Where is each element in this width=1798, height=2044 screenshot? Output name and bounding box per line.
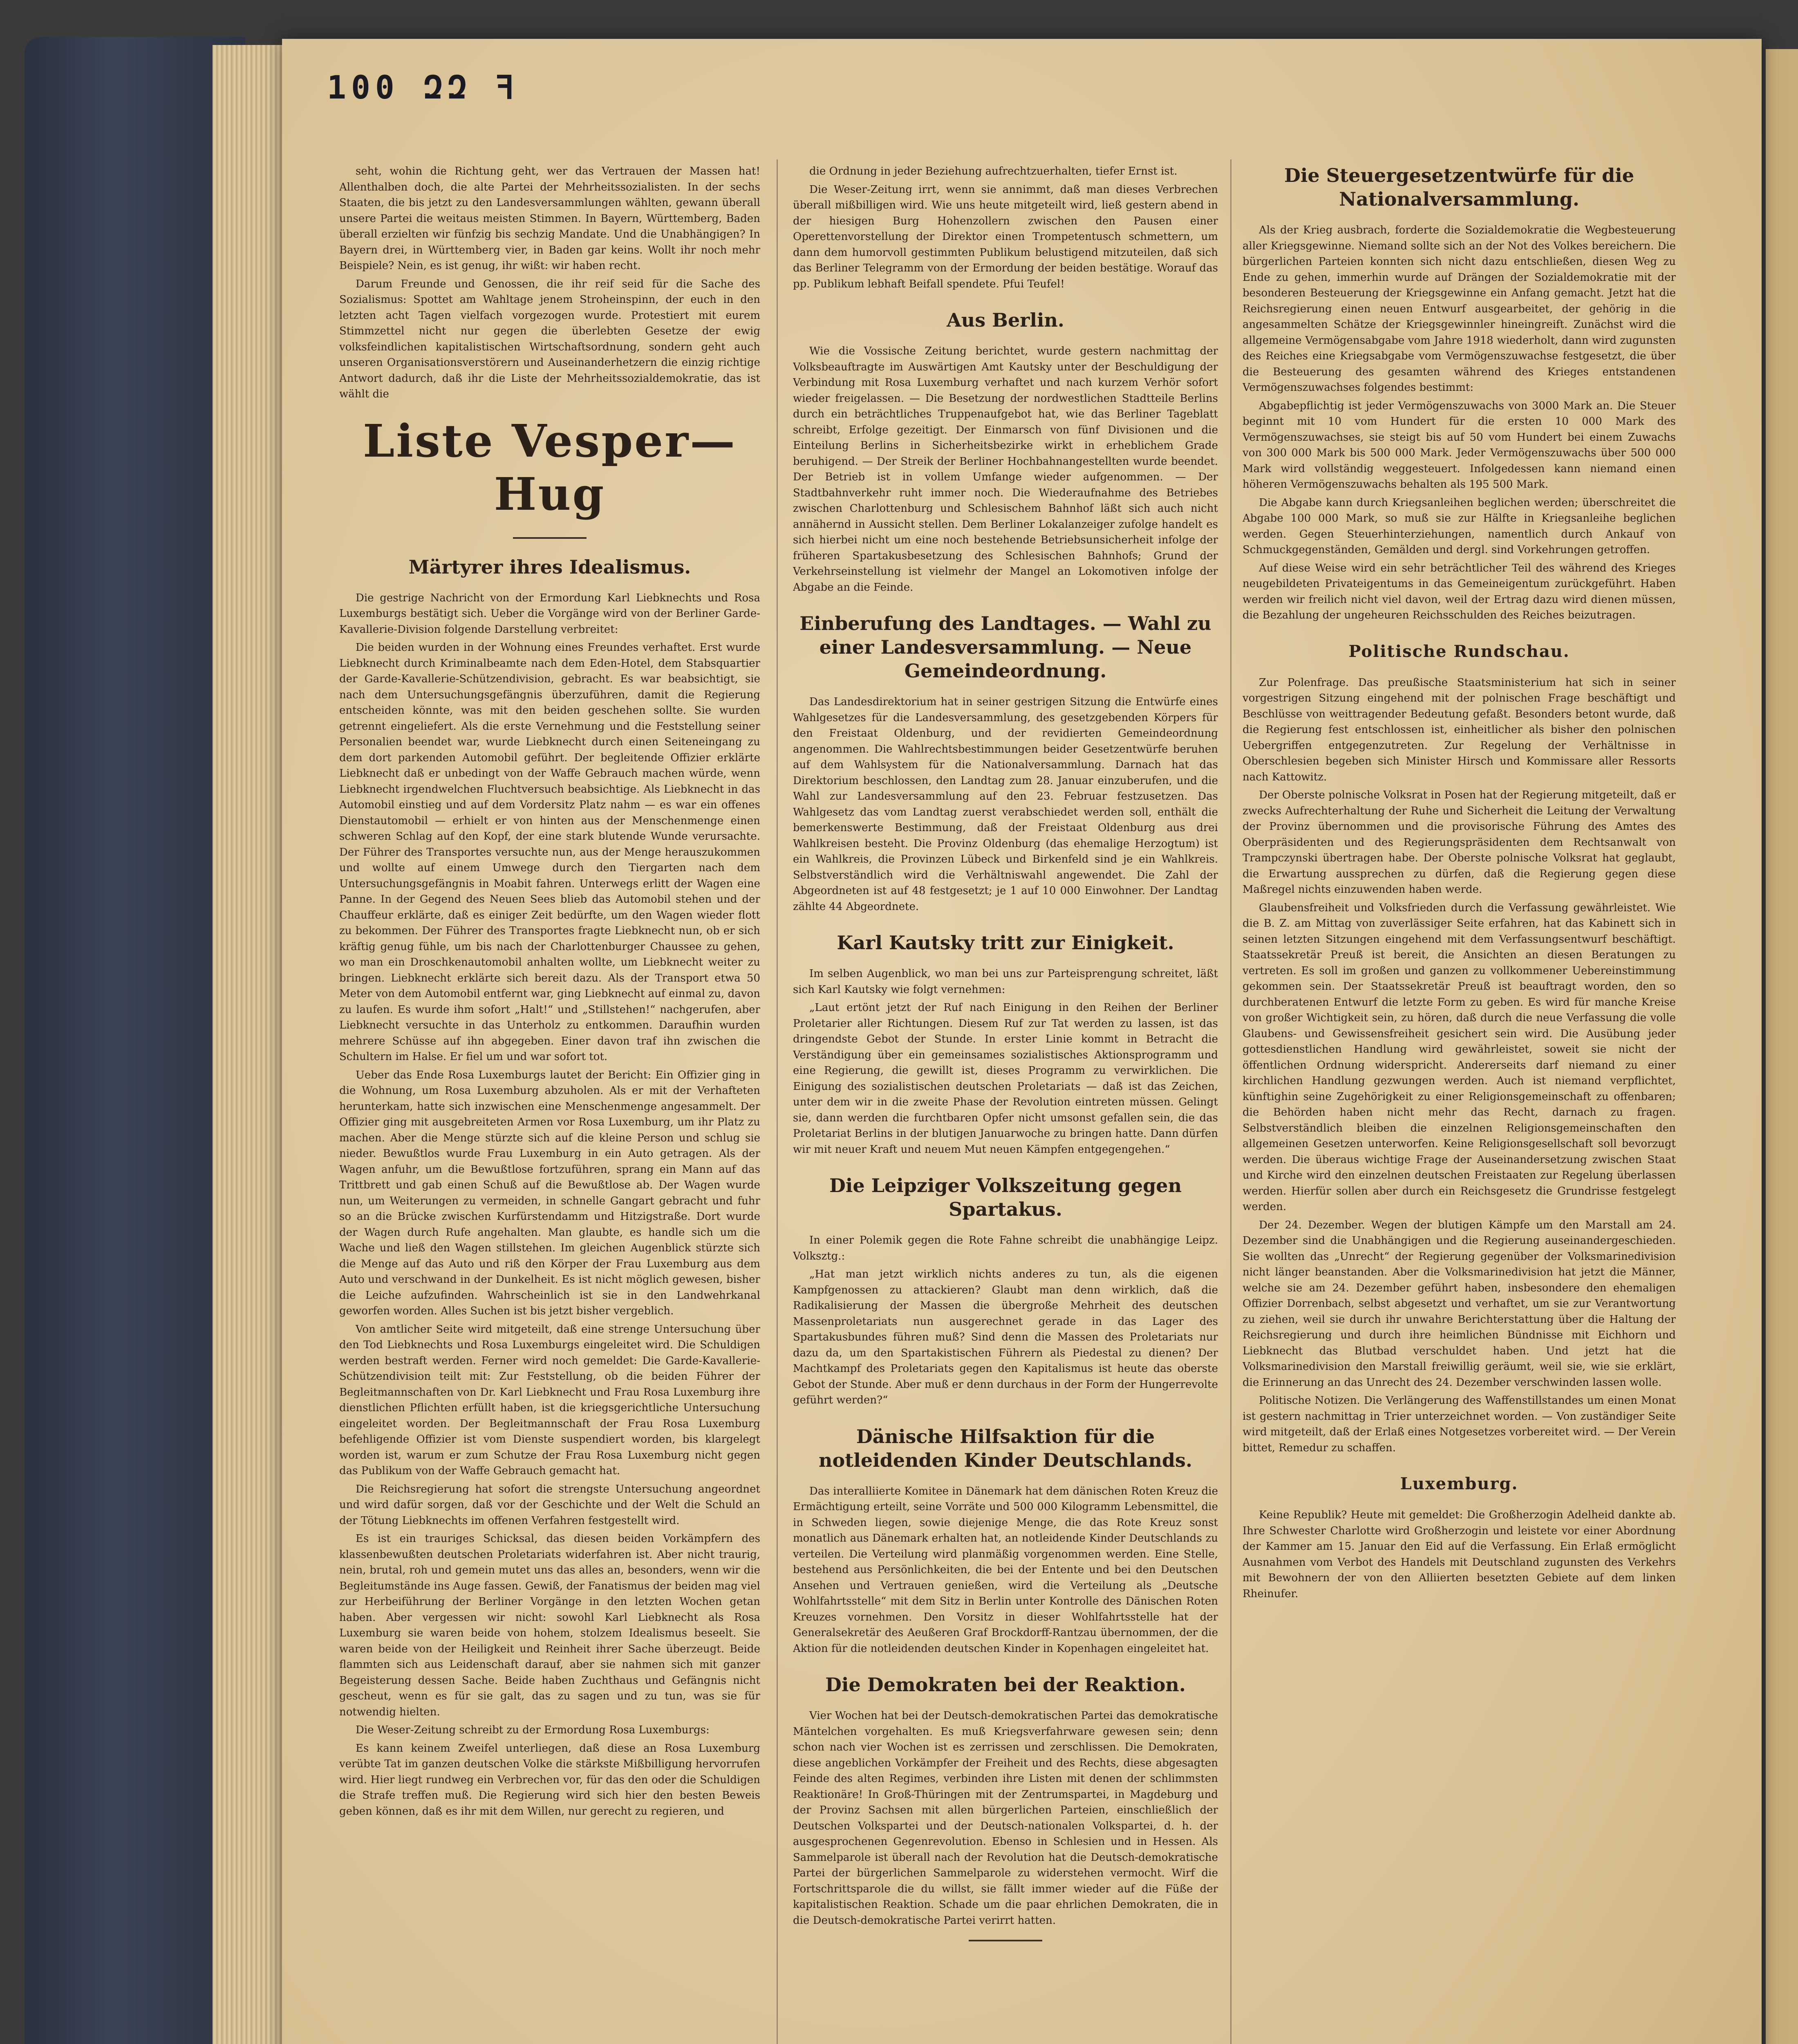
headline-steuer: Die Steuergesetzentwürfe für die Nationalversammlung. [1284,164,1634,210]
column-3 [1243,164,1676,2044]
column-rule-1 [777,159,778,2044]
top-paragraph-1: die Ordnung in jeder Beziehung aufrechtzuerhalten, tiefer Ernst ist. [809,165,1178,177]
headline-politische-rundschau: Politische Rundschau. [1348,641,1570,661]
politische-paragraph-2: Der Oberste polnische Volksrat in Posen hat der Regierung mitgeteilt, daß er zwecks Aufrechterhaltung der Ruhe und Sicherheit die Leitung der Verwaltung der Provinz übernommen und die provisorische Führung des Amtes des Oberpräsidenten und des Regierungspräsidenten dem Rechtsanwalt von Trampczynski übertragen habe. Der Oberste polnische Volksrat hat geglaubt, die Erwartung aussprechen zu dürfen, daß die Regierung gegen diese Maßregel nichts einzuwenden haben werde. [1243,789,1676,896]
steuer-paragraph-3: Die Abgabe kann durch Kriegsanleihen beglichen werden; überschreitet die Abgabe 100 000 Mark, so muß sie zur Hälfte in Kriegsanleihe beglichen werden. Gegen Steuerhinterziehungen, namentlich durch Ankauf von Schmuckgegenständen, Gemälden und dergl. sind Vorkehrungen getroffen. [1243,496,1676,556]
headline-luxemburg: Luxemburg. [1400,1474,1518,1493]
politische-paragraph-3: Glaubensfreiheit und Volksfrieden durch die Verfassung gewährleistet. Wie die B. Z. am Mittag von zuverlässiger Seite erfahren, hat das Kabinett sich in seinen letzten Sitzungen eingehend mit dem Verfassungsentwurf beschäftigt. Staatssekretär Preuß ist bereit, die Ansichten an diesen Beratungen zu vertreten. Es soll im großen und ganzen zu vollkommener Uebereinstimmung gekommen sein. Der Staatssekretär Preuß ist beauftragt worden, den so durchberatenen Entwurf die letzte Form zu geben. Es wird für manche Kreise von großer Wichtigkeit sein, zu hören, daß durch die neue Verfassung die volle Glaubens- und Gewissensfreiheit gesichert sein wird. Die Ausübung jeder gottesdienstlichen Handlung wird gewährleistet, soweit sie nicht der öffentlichen Ordnung widerspricht. Andererseits darf niemand zu einer kirchlichen Handlung gezwungen werden. Auch ist niemand verpflichtet, künftighin seine Zugehörigkeit zu einer Religionsgemeinschaft zu offenbaren; die Behörden haben nicht mehr das Recht, darnach zu fragen. Selbstverständlich bleiben die einzelnen Religionsgemeinschaften den allgemeinen Gesetzen unterworfen. Keine Religionsgesellschaft soll bevorzugt werden. Die überaus wichtige Frage der Auseinandersetzung zwischen Staat und Kirche wird den einzelnen deutschen Freistaaten zur Regelung überlassen werden. Hierfür sollen aber durch ein Reichsgesetz die Grundrisse festgelegt werden. [1243,901,1676,1213]
steuer-paragraph-4: Auf diese Weise wird ein sehr beträchtlicher Teil des während des Krieges neugebildeten Privateigentums in das Gemeineigentum zurückgeführt. Haben werden wir freilich nicht viel davon, weil der Ertrag dazu wird dienen müssen, die Bezahlung der ungeheuren Reichsschulden des Reiches beizutragen. [1243,562,1676,621]
headline-kautsky: Karl Kautsky tritt zur Einigkeit. [837,932,1174,954]
politische-paragraph-5: Politische Notizen. Die Verlängerung des Waffenstillstandes um einen Monat ist gestern nachmittag in Trier unterzeichnet worden. — Von zuständiger Seite wird mitgeteilt, daß der Erlaß eines Notgesetzes vorbereitet wird. — Der Verein bittet, Remedur zu schaffen. [1243,1394,1676,1454]
maertyrer-paragraph-4: Von amtlicher Seite wird mitgeteilt, daß eine strenge Untersuchung über den Tod Liebknechts und Rosa Luxemburgs eingeleitet wird. Die Schuldigen werden bestraft werden. Ferner wird noch gemeldet: Die Garde-Kavallerie-Schützendivision teilt mit: Zur Feststellung, ob die beiden Führer der Begleitmannschaften von Dr. Karl Liebknecht und Frau Rosa Luxemburg ihre dienstlichen Pflichten erfüllt haben, ist die kriegsgerichtliche Untersuchung eingeleitet worden. Der Begleitmannschaft der Frau Rosa Luxemburg befehligende Offizier ist vom Dienste suspendiert worden, bis klargelegt worden ist, warum er zum Schutze der Frau Rosa Luxemburg nicht gegen das Publikum von der Waffe Gebrauch gemacht hat. [339,1323,760,1477]
politische-paragraph-4: Der 24. Dezember. Wegen der blutigen Kämpfe um den Marstall am 24. Dezember sind die Unabhängigen und die Regierung auseinandergeschieden. Sie wollten das „Unrecht“ der Regierung gegenüber der Volksmarinedivision nicht länger beanstanden. Aber die Volksmarinedivision hat jetzt die Männer, welche sie am 24. Dezember geführt haben, insbesondere den ehemaligen Offizier Dorrenbach, selbst abgesetzt und verhaftet, um sie zur Verantwortung zu ziehen, weil sie durch ihr unwahre Berichterstattung über die Haltung der Reichsregierung und durch ihre heimlichen Bündnisse mit Eichhorn und Liebknecht das Blutbad verschuldet haben. Und jetzt hat die Volksmarinedivision den Marstall freiwillig geräumt, weil sie, wie sie erklärt, die Erinnerung an das Unrecht des 24. Dezember verschwinden lassen wolle. [1243,1219,1676,1389]
intro-paragraph-1: seht, wohin die Richtung geht, wer das Vertrauen der Massen hat! Allenthalben doch, die alte Partei der Mehrheitssozialisten. In der sechs Staaten, die bis jetzt zu den Landesversammlungen wählten, gewann überall unsere Partei die weitaus meisten Stimmen. In Bayern, Württemberg, Baden überall erzielten wir fünfzig bis sechzig Mandate. Und die Unabhängigen? In Bayern drei, in Württemberg vier, in Baden gar keins. Wollt ihr noch mehr Beispiele? Nein, es ist genug, ihr wißt: wir haben recht. [339,165,760,272]
maertyrer-paragraph-3: Ueber das Ende Rosa Luxemburgs lautet der Bericht: Ein Offizier ging in die Wohnung, um Rosa Luxemburg abzuholen. Als er mit der Verhafteten herunterkam, hatte sich inzwischen eine Menschenmenge angesammelt. Der Offizier ging mit ausgebreiteten Armen vor Rosa Luxemburg, um ihr Platz zu machen. Aber die Menge stürzte sich auf die kleine Person und schlug sie nieder. Bewußtlos wurde Frau Luxemburg in ein Auto getragen. Als der Wagen anfuhr, um die Bewußtlose fortzuführen, sprang ein Mann auf das Trittbrett und gab einen Schuß auf die Bewußtlose ab. Der Wagen wurde nun, um Weiterungen zu vermeiden, in schnelle Gangart gebracht und fuhr so an die Brücke zwischen Kurfürstendamm und Hitzigstraße. Dort wurde der Wagen durch Rufe angehalten. Man glaubte, es handle sich um die Wache und ließ den Wagen stillstehen. Im gleichen Augenblick stürzte sich die Menge auf das Auto und riß den Körper der Frau Luxemburg aus dem Auto und verschwand in der Dunkelheit. Es ist nicht möglich gewesen, bisher die Leiche aufzufinden. Wahrscheinlich ist sie in den Landwehrkanal geworfen worden. Alles Suchen ist bis jetzt bisher vergeblich. [339,1069,760,1317]
column-rule-2 [1230,159,1232,2044]
separator [513,537,587,539]
column-2 [793,164,1218,2044]
kautsky-paragraph-2: „Laut ertönt jetzt der Ruf nach Einigung in den Reihen der Berliner Proletarier aller Richtungen. Diesem Ruf zur Tat werden zu lassen, ist das dringendste Gebot der Stunde. In erster Linie kommt in Betracht die Verständigung über ein gemeinsames sozialistisches Aktionsprogramm und eine Regierung, die gewillt ist, dieses Programm zu verwirklichen. Die Einigung des sozialistischen deutschen Proletariats — daß ist das Zeichen, unter dem wir in die zweite Phase der Revolution eintreten müssen. Gelingt sie, dann werden die furchtbaren Opfer nicht umsonst gefallen sein, die das Proletariat Berlins in der blutigen Januarwoche zu bringen hatte. Dann dürfen wir mit neuer Kraft und neuem Mut neuen Kämpfen entgegengehen.“ [793,1002,1218,1156]
headline-liste: Liste Vesper—Hug [363,414,737,520]
separator [969,1940,1042,1941]
book-cover-spine [25,37,245,2044]
facing-page-edge [1766,49,1798,2044]
headline-leipziger: Die Leipziger Volkszeitung gegen Spartakus. [829,1174,1182,1220]
luxemburg-paragraph: Keine Republik? Heute mit gemeldet: Die Großherzogin Adelheid dankte ab. Ihre Schwester Charlotte wird Großherzogin und leistete vor einer Abordnung der Kammer am 15. Januar den Eid auf die Verfassung. Ein Erlaß ermöglicht Ausnahmen vom Verbot des Handels mit Deutschland zugunsten des Verkehrs mit Bewohnern der von den Alliierten besetzten Gebiete auf dem linken Rheinufer. [1243,1509,1676,1600]
column-1 [339,164,760,2044]
maertyrer-paragraph-8: Es kann keinem Zweifel unterliegen, daß diese an Rosa Luxemburg verübte Tat im ganzen deutschen Volke die stärkste Mißbilligung hervorrufen wird. Hier liegt rundweg ein Verbrechen vor, für das den oder die Schuldigen die Strafe treffen muß. Die Regierung wird sich hier den besten Beweis geben können, daß es ihr mit dem Willen, nur gerecht zu regieren, und [339,1742,760,1818]
politische-paragraph-1: Zur Polenfrage. Das preußische Staatsministerium hat sich in seiner vorgestrigen Sitzung eingehend mit der polnischen Frage beschäftigt und Beschlüsse von weittragender Bedeutung gefaßt. Besonders betont wurde, daß die Regierung fest entschlossen ist, einheitlicher als bisher den polnischen Uebergriffen entgegenzutreten. Zur Regelung der Verhältnisse in Oberschlesien begeben sich Minister Hirsch und Kommissare aller Ressorts nach Kattowitz. [1243,676,1676,783]
page-number-stamp: 100 ԶԶ ꟻ [327,69,519,106]
leipziger-paragraph-1: In einer Polemik gegen die Rote Fahne schreibt die unabhängige Leipz. Volksztg.: [793,1234,1218,1262]
maertyrer-paragraph-7: Die Weser-Zeitung schreibt zu der Ermordung Rosa Luxemburgs: [356,1724,710,1736]
leipziger-paragraph-2: „Hat man jetzt wirklich nichts anderes zu tun, als die eigenen Kampfgenossen zu attackieren? Glaubt man denn wirklich, daß die Radikalisierung der Massen die übergroße Mehrheit des deutschen Massenproletariats nun ausgerechnet gerade in das Lager des Spartakusbundes führen muß? Sind denn die Massen des Proletariats nur dazu da, um den Spartakistischen Führern als Piedestal zu dienen? Der Machtkampf des Proletariats gegen den Kapitalismus ist heute das oberste Gebot der Stunde. Aber muß er denn durchaus in der Form der Hungerrevolte geführt werden?“ [793,1268,1218,1406]
demokraten-paragraph: Vier Wochen hat bei der Deutsch-demokratischen Partei das demokratische Mäntelchen vorgehalten. Es muß Kriegsverfahrware gewesen sein; denn schon nach vier Wochen ist es zerrissen und zerschlissen. Die Demokraten, diese angeblichen Vorkämpfer der Freiheit und des Rechts, diese abgesagten Feinde des alten Regimes, verbinden ihre Listen mit denen der schlimmsten Reaktionäre! In Groß-Thüringen mit der Zentrumspartei, in Magdeburg und der Provinz Sachsen mit allen bürgerlichen Parteien, einschließlich der Deutschen Volkspartei und der Deutsch-nationalen Volkspartei, d. h. der ausgesprochenen Gegenrevolution. Ebenso in Schlesien und in Hessen. Als Sammelparole ist überall nach der Revolution hat die Deutsch-demokratische Partei der bürgerlichen Sammelparole zu widerstehen vermocht. Wirf die Fortschrittsparole die du willst, sie fällt immer wieder auf die Füße der kapitalistischen Reaktion. Schade um die paar ehrlichen Demokraten, die in die Deutsch-demokratische Partei verirrt hatten. [793,1710,1218,1927]
landtag-paragraph: Das Landesdirektorium hat in seiner gestrigen Sitzung die Entwürfe eines Wahlgesetzes für die Landesversammlung, des gesetzgebenden Körpers für den Freistaat Oldenburg, und der revidierten Gemeindeordnung angenommen. Die Wahlrechtsbestimmungen beider Gesetzentwürfe beruhen auf dem Wahlsystem für die Nationalversammlung. Darnach hat das Direktorium beschlossen, den Landtag zum 28. Januar einzuberufen, und die Wahl zur Landesversammlung auf den 23. Februar festzusetzen. Das Wahlgesetz das vom Landtag zuerst verabschiedet werden soll, enthält die bemerkenswerte Bestimmung, daß der Freistaat Oldenburg aus drei Wahlkreisen besteht. Die Provinz Oldenburg (das ehemalige Herzogtum) ist ein Wahlkreis, die Provinzen Lübeck und Birkenfeld sind je ein Wahlkreis. Selbstverständlich wird die Verhältniswahl angewendet. Die Zahl der Abgeordneten ist auf 48 festgesetzt; je 1 auf 10 000 Einwohner. Der Landtag zählte 44 Abgeordnete. [793,696,1218,913]
headline-daenisch: Dänische Hilfsaktion für die notleidenden Kinder Deutschlands. [819,1425,1192,1471]
headline-maertyrer: Märtyrer ihres Idealismus. [408,556,691,578]
headline-berlin: Aus Berlin. [947,309,1064,331]
daenisch-paragraph: Das interalliierte Komitee in Dänemark hat dem dänischen Roten Kreuz die Ermächtigung erteilt, seine Vorräte und 500 000 Kilogramm Lebensmittel, die in Schweden liegen, sowie diejenige Menge, die das Rote Kreuz sonst monatlich aus Dänemark erhalten hat, an notleidende Kinder Deutschlands zu verteilen. Die Verteilung wird planmäßig vorgenommen werden. Eine Stelle, bestehend aus Persönlichkeiten, die bei der Entente und bei den Deutschen Ansehen und Vertrauen genießen, wird die Verteilung als „Deutsche Wohlfahrtsstelle“ mit dem Sitz in Berlin unter Kontrolle des Dänischen Roten Kreuzes vornehmen. Den Vorsitz in dieser Wohlfahrtsstelle hat der Generalsekretär des Aeußeren Graf Brockdorff-Rantzau übernommen, der die Aktion für die notleidenden deutschen Kinder in Kopenhagen eingeleitet hat. [793,1485,1218,1655]
berlin-paragraph: Wie die Vossische Zeitung berichtet, wurde gestern nachmittag der Volksbeauftragte im Auswärtigen Amt Kautsky unter der Beschuldigung der Verbindung mit Rosa Luxemburg verhaftet und nach kurzem Verhör sofort wieder freigelassen. — Die Besetzung der nordwestlichen Stadtteile Berlins durch ein beträchtliches Truppenaufgebot hat, wie das Berliner Tageblatt schreibt, Erfolge gezeitigt. Der Einmarsch von fünf Divisionen und die Einteilung Berlins in Sicherheitsbezirke wirkt in erheblichem Grade beruhigend. — Der Streik der Berliner Hochbahnangestellten wurde beendet. Der Betrieb ist in vollem Umfange wieder aufgenommen. — Der Stadtbahnverkehr ruht immer noch. Die Wiederaufnahme des Betriebes zwischen Charlottenburg und Schlesischem Bahnhof läßt sich auch nicht annähernd in Aussicht stellen. Dem Berliner Lokalanzeiger zufolge handelt es sich hierbei nicht um eine noch bestehende Betriebsunsicherheit infolge der früheren Spartakusbesetzung des Schlesischen Bahnhofs; Grund der Verkehrseinstellung ist vielmehr der Mangel an Lokomotiven infolge der Abgabe an die Feinde. [793,345,1218,594]
intro-paragraph-2: Darum Freunde und Genossen, die ihr reif seid für die Sache des Sozialismus: Spottet am Wahltage jenem Stroheinspinn, der euch in den letzten acht Tagen vielfach vorgezogen wurde. Protestiert mit eurem Stimmzettel nicht nur gegen die überlebten Gesetze der ewig volksfeindlichen kapitalistischen Wirtschaftsordnung, sondern geht auch unseren Organisationsverstörern und Auseinanderhetzern die einzig richtige Antwort dadurch, daß ihr die Liste der Mehrheitssozialdemokratie, das ist wählt die [339,278,760,400]
headline-demokraten: Die Demokraten bei der Reaktion. [825,1674,1186,1696]
steuer-paragraph-1: Als der Krieg ausbrach, forderte die Sozialdemokratie die Wegbesteuerung aller Kriegsgewinne. Niemand sollte sich an der Not des Volkes bereichern. Die bürgerlichen Parteien konnten sich nicht dazu entschließen, diesen Weg zu Ende zu gehen, immerhin wurde auf Drängen der Sozialdemokratie mit der besonderen Besteuerung der Kriegsgewinne ein Anfang gemacht. Jetzt hat die Reichsregierung einen neuen Entwurf ausgearbeitet, der gehörig in die angesammelten Schätze der Kriegsgewinnler hineingreift. Zunächst wird die allgemeine Vermögensabgabe vom Jahre 1918 wiederholt, dann wird zugunsten des Reiches eine Kriegsabgabe vom Vermögenszuwachse festgesetzt, die über die Besteuerung des gesamten während des Krieges entstandenen Vermögenszuwachses folgendes bestimmt: [1243,224,1676,394]
maertyrer-paragraph-5: Die Reichsregierung hat sofort die strengste Untersuchung angeordnet und wird dafür sorgen, daß vor der Geschichte und der Welt die Schuld an der Tötung Liebknechts im offenen Verfahren festgestellt wird. [339,1483,760,1527]
steuer-paragraph-2: Abgabepflichtig ist jeder Vermögenszuwachs von 3000 Mark an. Die Steuer beginnt mit 10 vom Hundert für die ersten 10 000 Mark des Vermögenszuwachses, sie steigt bis auf 50 vom Hundert bei einem Zuwachs von 300 000 Mark bis 500 000 Mark. Jeder Vermögenszuwachs über 500 000 Mark wird vollständig weggesteuert. Infolgedessen kann niemand einen höheren Vermögenszuwachs behalten als 195 500 Mark. [1243,399,1676,491]
kautsky-paragraph-1: Im selben Augenblick, wo man bei uns zur Parteisprengung schreitet, läßt sich Karl Kautsky wie folgt vernehmen: [793,968,1218,996]
maertyrer-paragraph-6: Es ist ein trauriges Schicksal, das diesen beiden Vorkämpfern des klassenbewußten deutschen Proletariats widerfahren ist. Aber nicht traurig, nein, brutal, roh und gemein mutet uns das alles an, besonders, wenn wir die Begleitumstände ins Auge fassen. Gewiß, der Fanatismus der beiden mag viel zur Herbeiführung der Berliner Vorgänge in den letzten Wochen getan haben. Aber vergessen wir nicht: sowohl Karl Liebknecht als Rosa Luxemburg sie waren beide von hohem, stolzem Idealismus beseelt. Sie waren beide von der Heiligkeit und Reinheit ihrer Sache überzeugt. Beide flammten sich aus Leidenschaft darauf, aber sie nahmen sich mit ganzer Begeisterung dessen Sache. Beide haben Zuchthaus und Gefängnis nicht gescheut, wenn es für sie galt, das zu sagen und zu tun, was sie für notwendig hielten. [339,1533,760,1718]
maertyrer-paragraph-2: Die beiden wurden in der Wohnung eines Freundes verhaftet. Erst wurde Liebknecht durch Kriminalbeamte nach dem Eden-Hotel, dem Stabsquartier der Garde-Kavallerie-Schützendivision, gebracht. Es war beabsichtigt, sie nach dem Untersuchungsgefängnis überzuführen, damit die Regierung entscheiden könnte, was mit den beiden geschehen sollte. Sie wurden getrennt eingeliefert. Als die erste Vernehmung und die Feststellung seiner Personalien beendet war, wurde Liebknecht durch einen Seiteneingang zu dem dort parkenden Automobil geführt. Der begleitende Offizier erklärte Liebknecht daß er unbedingt von der Waffe Gebrauch machen würde, wenn Liebknecht irgendwelchen Fluchtversuch beabsichtige. Als Liebknecht in das Automobil einstieg und auf dem Vordersitz Platz nahm — es war ein offenes Dienstautomobil — erhielt er von hinten aus der Menschenmenge einen schweren Schlag auf den Kopf, der eine stark blutende Wunde verursachte. Der Führer des Transportes versuchte nun, aus der Menge herauszukommen und wollte auf einem Umwege durch den Tiergarten nach dem Untersuchungsgefängnis in Moabit fahren. Unterwegs erlitt der Wagen eine Panne. In der Gegend des Neuen Sees blieb das Automobil stehen und der Chauffeur erklärte, daß es einiger Zeit bedürfte, um den Wagen wieder flott zu bekommen. Der Führer des Transportes fragte Liebknecht nun, ob er sich kräftig genug fühle, um bis nach der Charlottenburger Chaussee zu gehen, wo man ein Droschkenautomobil anhalten wollte, um Liebknecht weiter zu bringen. Liebknecht erklärte sich bereit dazu. Als der Transport etwa 50 Meter von dem Automobil entfernt war, ging Liebknecht auf einmal zu, davon zu laufen. Es wurde ihm sofort „Halt!“ und „Stillstehen!“ nachgerufen, aber Liebknecht versuchte in das Unterholz zu entkommen. Daraufhin wurden mehrere Schüsse auf ihn abgegeben. Einer davon traf ihn zwischen die Schultern im Halse. Er fiel um und war sofort tot. [339,641,760,1063]
maertyrer-paragraph-1: Die gestrige Nachricht von der Ermordung Karl Liebknechts und Rosa Luxemburgs bestätigt sich. Ueber die Vorgänge wird von der Berliner Garde-Kavallerie-Division folgende Darstellung verbreitet: [339,592,760,636]
headline-landtag: Einberufung des Landtages. — Wahl zu einer Landesversammlung. — Neue Gemeindeordnung. [799,612,1211,682]
top-paragraph-2: Die Weser-Zeitung irrt, wenn sie annimmt, daß man dieses Verbrechen überall mißbilligen wird. Wie uns heute mitgeteilt wird, ließ gestern abend in der hiesigen Burg Hohenzollern zwischen den Pausen einer Operettenvorstellung der Direktor einen Trompetentusch schmettern, um dann dem humorvoll gestimmten Publikum belustigend mitzuteilen, daß sich das Berliner Telegramm von der Ermordung der beiden bestätige. Worauf das pp. Publikum lebhaft Beifall spendete. Pfui Teufel! [793,183,1218,290]
